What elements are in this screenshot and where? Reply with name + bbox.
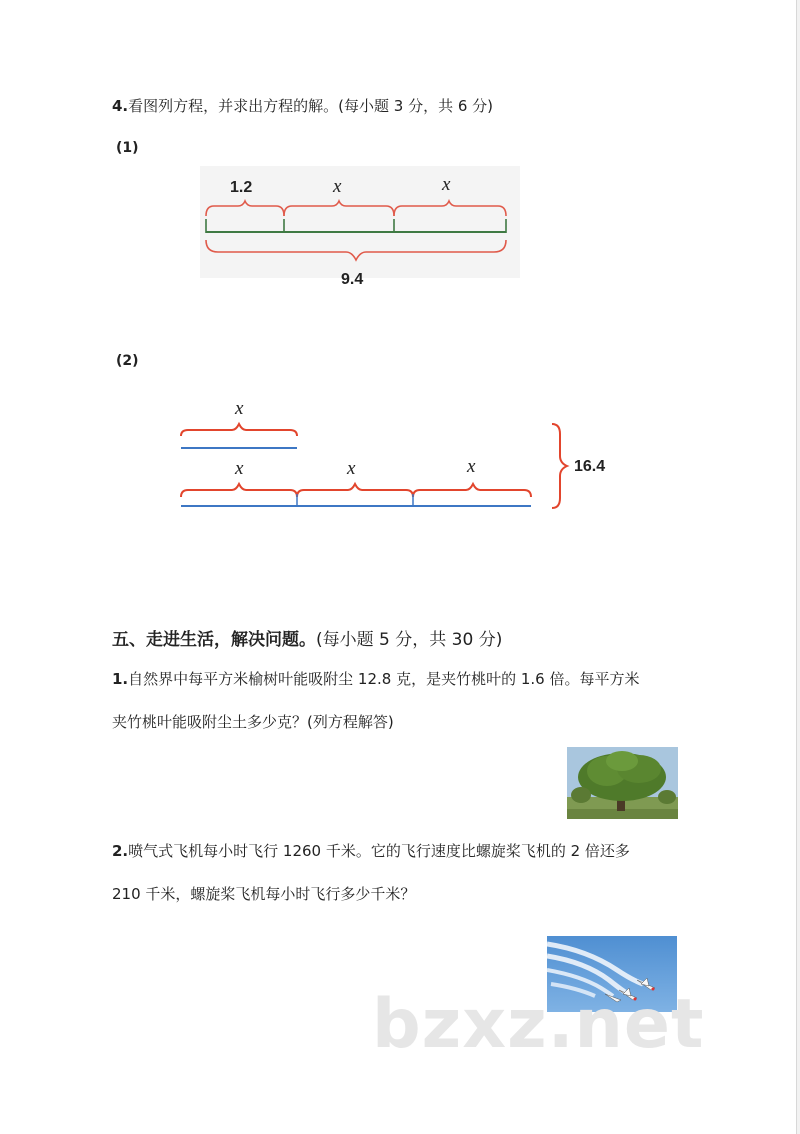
label-x2: x xyxy=(347,458,356,479)
label-1-2: 1.2 xyxy=(230,179,253,196)
brace-x2 xyxy=(297,484,413,497)
brace-x1 xyxy=(181,484,297,497)
brace-x3 xyxy=(413,484,531,497)
problem-1-number: 1. xyxy=(112,670,129,688)
label-x1: x xyxy=(333,176,342,197)
watermark: bzxz.net xyxy=(372,985,705,1064)
question-4-number: 4. xyxy=(112,97,129,115)
problem-1-line-1 xyxy=(112,668,639,689)
section-5-note: (每小题 5 分，共 30 分) xyxy=(316,630,503,650)
label-x2: x xyxy=(442,174,451,195)
label-x3: x xyxy=(467,456,476,477)
label-total-9-4: 9.4 xyxy=(341,271,364,288)
problem-2-line-1 xyxy=(112,840,630,861)
question-4-text: 看图列方程，并求出方程的解。(每小题 3 分，共 6 分) xyxy=(128,97,494,115)
section-5-title: 五、走进生活，解决问题。 xyxy=(112,630,316,650)
section-5-heading xyxy=(112,625,502,650)
top-x-brace xyxy=(181,424,297,436)
figure-2-label: (2) xyxy=(116,353,139,369)
problem-1-text-1: 自然界中每平方米榆树叶能吸附尘 12.8 克，是夹竹桃叶的 1.6 倍。每平方米 xyxy=(128,670,640,688)
problem-2-number: 2. xyxy=(112,842,129,860)
figure-1-label: (1) xyxy=(116,140,139,156)
label-total-16-4: 16.4 xyxy=(574,458,606,475)
right-total-brace xyxy=(552,424,567,508)
label-top-x: x xyxy=(235,398,244,419)
tree-photo xyxy=(567,747,678,819)
problem-1-line-2: 夹竹桃叶能吸附尘土多少克？(列方程解答) xyxy=(112,713,394,731)
label-x1: x xyxy=(235,458,244,479)
problem-2-text-1: 喷气式飞机每小时飞行 1260 千米。它的飞行速度比螺旋桨飞机的 2 倍还多 xyxy=(128,842,630,860)
problem-2-line-2: 210 千米，螺旋桨飞机每小时飞行多少千米？ xyxy=(112,885,416,903)
tree-image xyxy=(567,747,678,819)
